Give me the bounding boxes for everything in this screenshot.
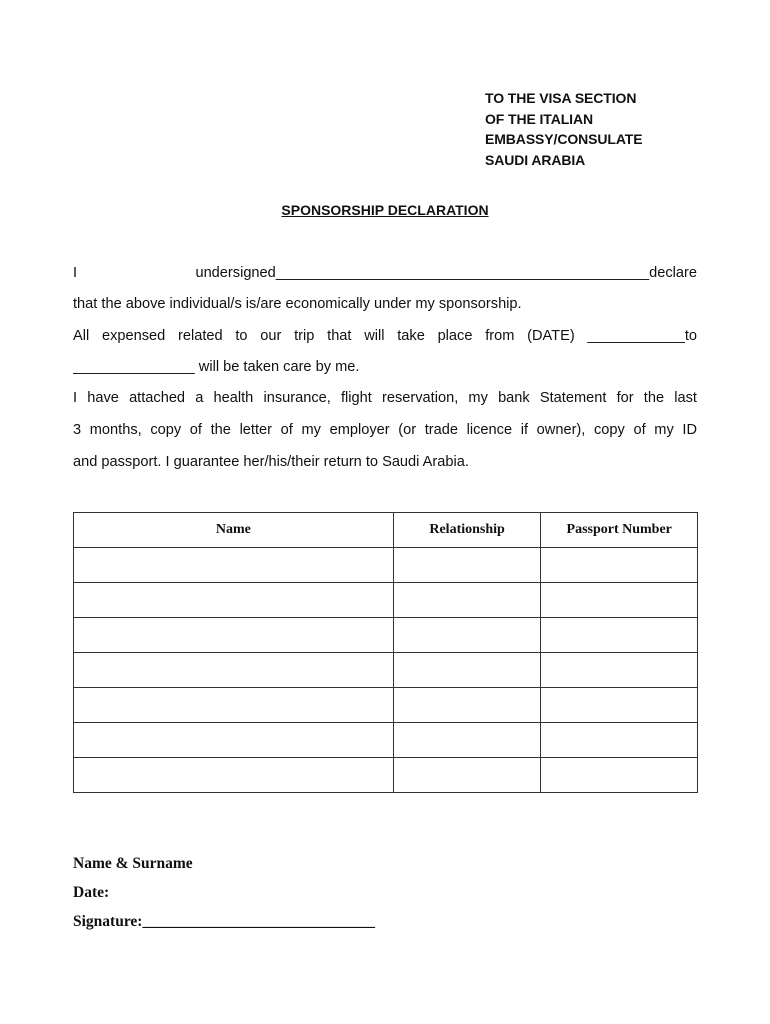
- table-cell-relationship[interactable]: [393, 618, 541, 653]
- table-row: [74, 723, 698, 758]
- addressee-line: TO THE VISA SECTION: [485, 90, 637, 106]
- table-cell-name[interactable]: [74, 583, 394, 618]
- paragraph-line: _______________ will be taken care by me.: [73, 359, 360, 375]
- table-header-row: [74, 513, 698, 548]
- table-cell-name[interactable]: [74, 758, 394, 793]
- paragraph-line-undersigned: I undersigned______________________________________________declare: [73, 265, 697, 281]
- table-cell-passport-number[interactable]: [541, 583, 698, 618]
- table-cell-name[interactable]: [74, 548, 394, 583]
- table-row: [74, 758, 698, 793]
- paragraph-line: 3 months, copy of the letter of my employer (or trade licence if owner), copy of my ID: [73, 422, 697, 438]
- name-surname-label: Name & Surname: [73, 855, 193, 872]
- table-cell-name[interactable]: [74, 618, 394, 653]
- table-row: [74, 618, 698, 653]
- table-cell-name[interactable]: [74, 688, 394, 723]
- table-row: [74, 653, 698, 688]
- table-cell-relationship[interactable]: [393, 758, 541, 793]
- table-cell-name[interactable]: [74, 723, 394, 758]
- date-label: Date:: [73, 884, 110, 901]
- table-cell-name[interactable]: [74, 653, 394, 688]
- table-cell-passport-number[interactable]: [541, 758, 698, 793]
- table-cell-passport-number[interactable]: [541, 618, 698, 653]
- signature-label: Signature:______________________________: [73, 913, 375, 930]
- table-cell-passport-number[interactable]: [541, 653, 698, 688]
- table-cell-relationship[interactable]: [393, 653, 541, 688]
- table-cell-relationship[interactable]: [393, 688, 541, 723]
- table-cell-relationship[interactable]: [393, 723, 541, 758]
- addressee-block: [485, 88, 643, 170]
- table-cell-relationship[interactable]: [393, 583, 541, 618]
- table-row: [74, 688, 698, 723]
- addressee-line: OF THE ITALIAN: [485, 110, 593, 127]
- table-cell-passport-number[interactable]: [541, 723, 698, 758]
- document-title-row: [0, 202, 770, 218]
- table-row: [74, 583, 698, 618]
- table-cell-relationship[interactable]: [393, 548, 541, 583]
- paragraph-line: I have attached a health insurance, flight reservation, my bank Statement for the last: [73, 390, 697, 406]
- table-cell-passport-number[interactable]: [541, 688, 698, 723]
- addressee-line: EMBASSY/CONSULATE: [485, 131, 643, 147]
- column-header-relationship: Relationship: [393, 513, 541, 548]
- document-title: SPONSORSHIP DECLARATION: [281, 202, 489, 218]
- addressee-line: SAUDI ARABIA: [485, 151, 586, 168]
- paragraph-line: All expensed related to our trip that will take place from (DATE) ____________to: [73, 328, 697, 344]
- table-row: [74, 548, 698, 583]
- paragraph-line: that the above individual/s is/are economically under my sponsorship.: [73, 296, 522, 312]
- column-header-name: Name: [74, 513, 394, 548]
- persons-table: [73, 512, 698, 793]
- table-cell-passport-number[interactable]: [541, 548, 698, 583]
- paragraph-line: and passport. I guarantee her/his/their return to Saudi Arabia.: [73, 454, 469, 470]
- column-header-passport-number: Passport Number: [541, 513, 698, 548]
